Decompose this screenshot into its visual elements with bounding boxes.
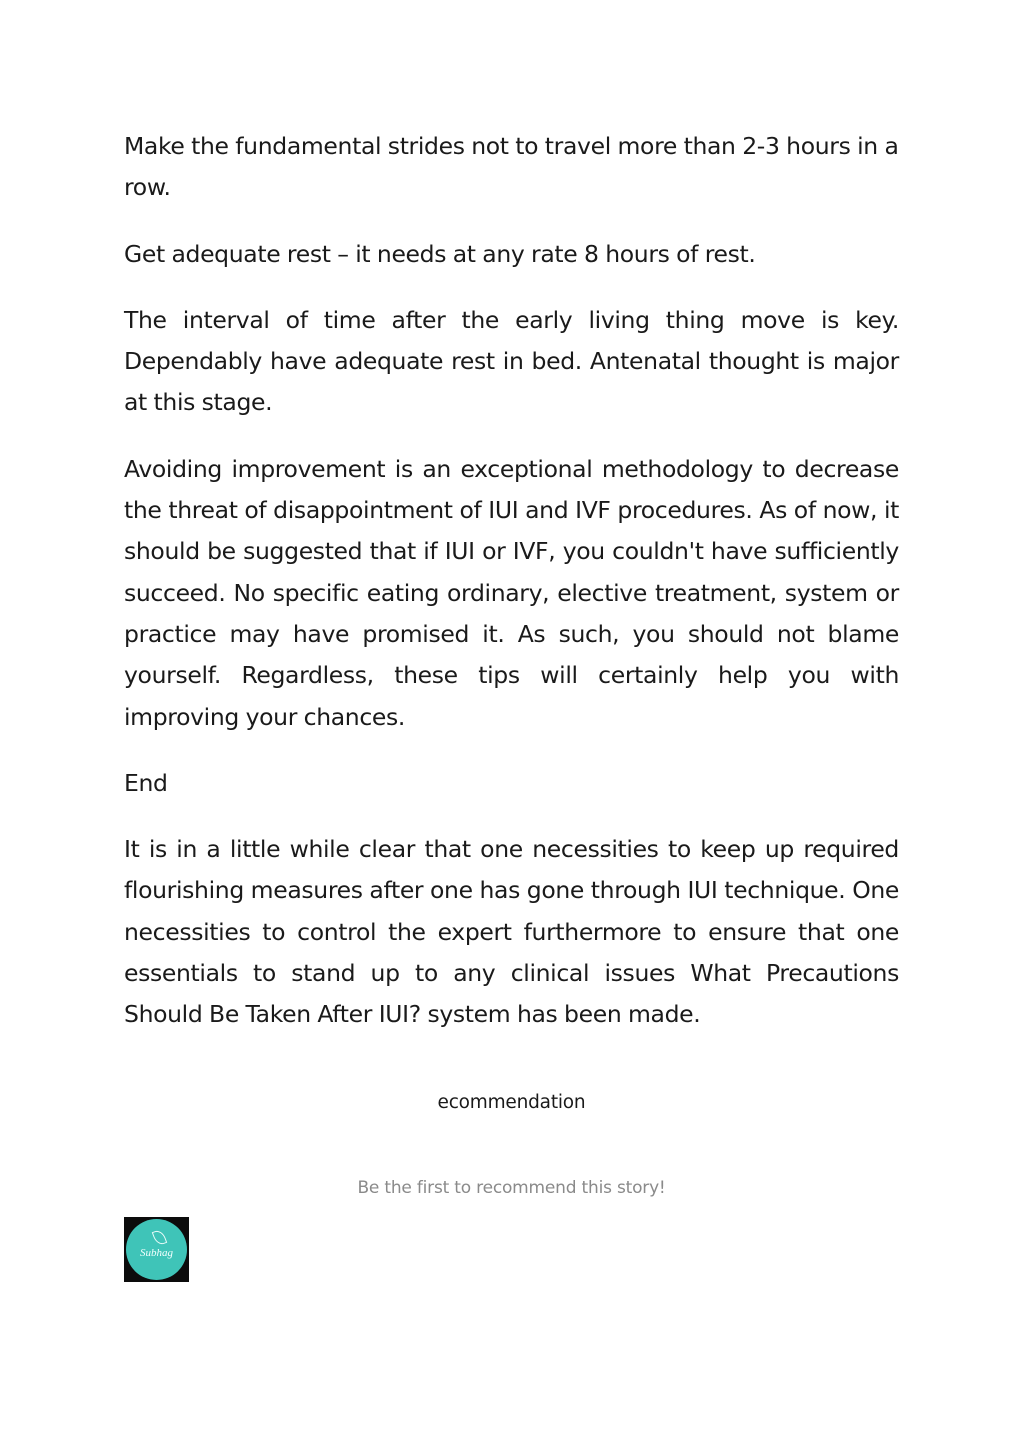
article-body	[124, 126, 899, 1061]
paragraph-travel: Make the fundamental strides not to travel more than 2-3 hours in a row.	[124, 132, 899, 202]
paragraph-interval: The interval of time after the early living thing move is key. Dependably have adequate rest in bed. Antenatal thought is major at this stage.	[124, 305, 899, 417]
recommend-prompt[interactable]: Be the first to recommend this story!	[357, 1178, 666, 1198]
paragraph-end-heading: End	[124, 768, 168, 797]
avatar-logo-text: Subhag	[140, 1246, 173, 1259]
author-avatar[interactable]	[124, 1217, 189, 1282]
leaf-icon	[152, 1229, 167, 1247]
paragraph-avoiding: Avoiding improvement is an exceptional methodology to decrease the threat of disappointment of IUI and IVF procedures. As of now, it should be suggested that if IUI or IVF, you couldn't have sufficiently succeed. No specific eating ordinary, elective treatment, system or practice may have promised it. As such, you should not blame yourself. Regardless, these tips will certainly help you with improving your chances.	[124, 454, 899, 731]
paragraph-rest: Get adequate rest – it needs at any rate 8 hours of rest.	[124, 239, 756, 268]
avatar-logo	[126, 1219, 187, 1280]
paragraph-conclusion: It is in a little while clear that one necessities to keep up required flourishing measures after one has gone through IUI technique. One necessities to control the expert furthermore to ensure that one essentials to stand up to any clinical issues What Precautions Should Be Taken After IUI? system has been made.	[124, 835, 899, 1029]
recommendations-heading: ecommendation	[437, 1092, 586, 1113]
